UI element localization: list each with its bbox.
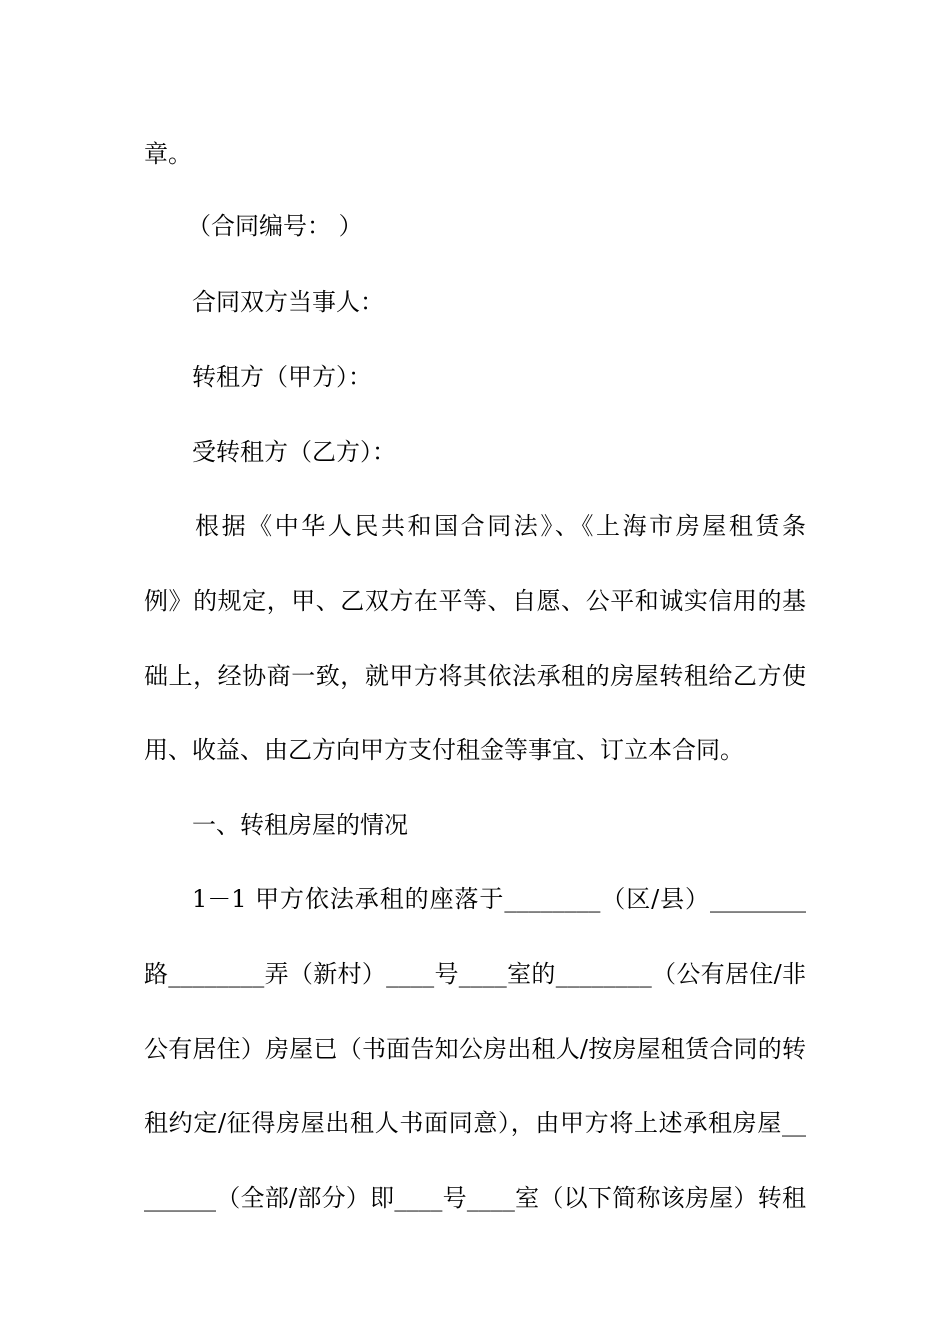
contract-number: （合同编号： ） (187, 212, 363, 240)
clause-1-1-line-1: 1－1 甲方依法承租的座落于________（区/县）________ (192, 885, 806, 913)
clause-1-1-line-5: ______（全部/部分）即____号____室（以下简称该房屋）转租 (144, 1184, 806, 1212)
clause-1-1-line-4: 租约定/征得房屋出租人书面同意），由甲方将上述承租房屋__ (144, 1109, 806, 1137)
section-one-heading: 一、转租房屋的情况 (192, 811, 408, 839)
preamble-line-1: 根据《中华人民共和国合同法》、《上海市房屋租赁条 (195, 512, 806, 540)
text-line-zhang: 章。 (144, 140, 192, 168)
parties-heading: 合同双方当事人： (192, 288, 384, 316)
preamble-line-2: 例》的规定，甲、乙双方在平等、自愿、公平和诚实信用的基 (144, 587, 806, 615)
preamble-line-4: 用、收益、由乙方向甲方支付租金等事宜、订立本合同。 (144, 736, 744, 764)
party-b-label: 受转租方（乙方）： (192, 438, 396, 466)
clause-1-1-line-3: 公有居住）房屋已（书面告知公房出租人/按房屋租赁合同的转 (144, 1035, 806, 1063)
party-a-label: 转租方（甲方）： (192, 363, 372, 391)
preamble-line-3: 础上，经协商一致，就甲方将其依法承租的房屋转租给乙方使 (144, 662, 806, 690)
clause-1-1-line-2: 路________弄（新村）____号____室的________（公有居住/非 (144, 960, 806, 988)
